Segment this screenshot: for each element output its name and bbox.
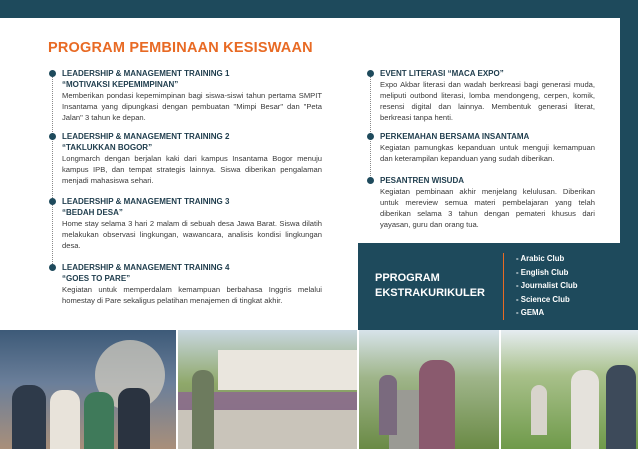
program-item-pesantren-wisuda <box>380 175 595 230</box>
club-list <box>516 252 578 320</box>
item-description: Home stay selama 3 hari 2 malam di sebuah desa Jawa Barat. Siswa dilatih melakukan observasi lingkungan, wawancara, analisis kondisi lingkungan desa. <box>62 219 322 250</box>
ekstrakurikuler-divider <box>503 253 504 320</box>
student-figure <box>50 390 80 449</box>
student-figure <box>192 370 214 449</box>
item-description: Memberikan pondasi kepemimpinan bagi siswa-siswi tahun pertama SMPIT Insantama yang dipungkasi dengan pembuatan "Mimpi Besar" dan "Peta Jalan" 3 tahun ke depan. <box>62 91 322 122</box>
student-figure <box>571 370 599 449</box>
item-heading: LEADERSHIP & MANAGEMENT TRAINING 2 <box>62 132 230 141</box>
item-description: Kegiatan pembinaan akhir menjelang kelulusan. Diberikan untuk mereview semua materi pembelajaran yang telah diberikan selama 3 tahun dengan pemateri khusus dari yayasan, guru dan orang tua. <box>380 187 595 229</box>
bullet-dot-icon <box>367 133 374 140</box>
club-item: - GEMA <box>516 308 545 317</box>
program-item-lmt4 <box>62 262 322 306</box>
item-heading: LEADERSHIP & MANAGEMENT TRAINING 3 <box>62 197 230 206</box>
item-subtitle: “MOTIVAKSI KEPEMIMPINAN” <box>62 80 179 89</box>
club-item: - Journalist Club <box>516 281 578 290</box>
right-timeline-line <box>370 72 372 180</box>
photo-strip <box>0 330 638 449</box>
left-margin <box>0 18 14 330</box>
club-item: - Science Club <box>516 294 570 304</box>
program-item-lmt2 <box>62 131 322 186</box>
item-description: Expo Akbar literasi dan wadah berkreasi bagi generasi muda, meliputi outbond literasi, lomba mendongeng, cerpen, komik, resensi digital dan lainnya. Membentuk generasi literat, berkreasi tanpa henti. <box>380 80 595 122</box>
bullet-dot-icon <box>367 70 374 77</box>
top-bar <box>0 0 638 18</box>
item-heading: PESANTREN WISUDA <box>380 176 465 185</box>
item-description: Kegiatan pamungkas kepanduan untuk menguji kemampuan dan keterampilan kepanduan yang sudah diberikan. <box>380 143 595 163</box>
photo-campus-group <box>178 330 357 449</box>
building-shape <box>218 350 357 390</box>
ekstrakurikuler-title <box>375 271 485 301</box>
bullet-dot-icon <box>49 133 56 140</box>
page-title: PROGRAM PEMBINAAN KESISWAAN <box>48 40 313 56</box>
ekstrakurikuler-title-line2: EKSTRAKURIKULER <box>375 287 485 299</box>
club-item: - English Club <box>516 267 569 277</box>
item-heading: LEADERSHIP & MANAGEMENT TRAINING 1 <box>62 69 230 78</box>
student-figure <box>419 360 455 449</box>
student-figure <box>606 365 636 449</box>
student-figure <box>12 385 46 449</box>
ekstrakurikuler-title-line1: PPROGRAM <box>375 272 440 284</box>
item-subtitle: “TAKLUKKAN BOGOR” <box>62 143 153 152</box>
photo-field-walk <box>501 330 638 449</box>
program-item-lmt3 <box>62 196 322 251</box>
photo-longmarch-road <box>359 330 499 449</box>
item-heading: PERKEMAHAN BERSAMA INSANTAMA <box>380 132 530 141</box>
program-item-lmt1 <box>62 68 322 123</box>
club-item: - Arabic Club <box>516 254 565 263</box>
item-subtitle: “GOES TO PARE” <box>62 274 131 283</box>
item-description: Kegiatan untuk memperdalam kemampuan berbahasa Inggris melalui homestay di Pare sekaligus pelatihan menajemen di tingkat akhir. <box>62 285 322 305</box>
item-heading: EVENT LITERASI “MACA EXPO” <box>380 69 504 78</box>
student-figure <box>531 385 547 435</box>
item-heading: LEADERSHIP & MANAGEMENT TRAINING 4 <box>62 263 230 272</box>
student-figure <box>84 392 114 449</box>
student-figure <box>379 375 397 435</box>
item-description: Longmarch dengan berjalan kaki dari kampus Insantama Bogor menuju kampus IPB, dan tempat strategis lainnya. Siswa diberikan pengalaman menjadi mahasiswa sehari. <box>62 154 322 185</box>
left-timeline-line <box>52 72 54 270</box>
program-item-perkemahan <box>380 131 595 164</box>
bullet-dot-icon <box>49 70 56 77</box>
program-item-maca-expo <box>380 68 595 123</box>
bullet-dot-icon <box>49 264 56 271</box>
ekstrakurikuler-box <box>358 243 638 330</box>
bullet-dot-icon <box>367 177 374 184</box>
student-figure <box>118 388 150 449</box>
bullet-dot-icon <box>49 198 56 205</box>
item-subtitle: “BEDAH DESA” <box>62 208 123 217</box>
photo-museum-visit <box>0 330 176 449</box>
